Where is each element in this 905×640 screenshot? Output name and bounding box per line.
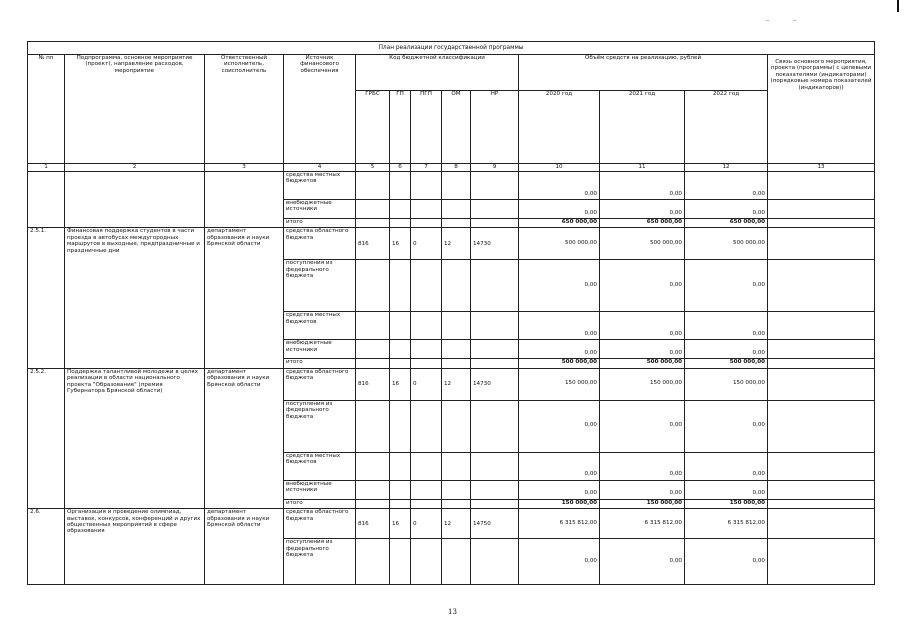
header-year-2022: 2022 год [685,91,768,164]
item-executor: департамент образования и науки Брянской области [205,368,284,508]
code-grbs: 816 [356,509,390,539]
amount-cell: 0,00 [600,260,685,312]
source-label: внебюджетные источники [284,200,356,219]
amount-cell: 0,00 [600,340,685,359]
amount-cell: 0,00 [519,172,600,200]
amount-cell: 0,00 [519,539,600,585]
header-subprogram: Подпрограмма, основное мероприятие (проект), направление расходов, мероприятие [65,55,205,164]
col-number: 2 [65,164,205,172]
header-gp: ГП [390,91,411,164]
amount-cell: 0,00 [600,452,685,480]
total-cell: 500 000,00 [600,359,685,368]
amount-cell: 0,00 [600,312,685,340]
prev-num-cell [28,172,65,228]
amount-cell: 0,00 [519,480,600,499]
table-row [28,509,875,539]
plan-title: План реализации государственной программы [28,42,875,55]
item-executor: департамент образования и науки Брянской области [205,509,284,585]
edge-mark [897,0,899,12]
page-number: 13 [448,608,457,616]
item-name: Организация и проведение олимпиад, выставок, конкурсов, конференций и других общественных мероприятий в сфере образования [65,509,205,585]
total-cell: 150 000,00 [519,499,600,508]
col-number: 6 [390,164,411,172]
source-label: поступления из федерального бюджета [284,400,356,452]
amount-cell: 0,00 [685,400,768,452]
amount-cell: 0,00 [685,480,768,499]
code-nr: 14730 [471,228,519,260]
amount-cell: 500 000,00 [685,228,768,260]
total-cell: 500 000,00 [685,359,768,368]
header-nr: НР [471,91,519,164]
source-label: итого [284,499,356,508]
col-number: 13 [768,164,875,172]
header-bcc: Код бюджетной классификации [356,55,519,91]
amount-cell: 500 000,00 [519,228,600,260]
amount-cell: 0,00 [600,539,685,585]
code-om: 12 [442,509,471,539]
item-executor: департамент образования и науки Брянской области [205,228,284,368]
col-number: 5 [356,164,390,172]
amount-cell: 0,00 [519,200,600,219]
total-cell: 650 000,00 [519,219,600,228]
code-pgp: 0 [411,368,442,400]
col-number: 8 [442,164,471,172]
code-om: 12 [442,228,471,260]
amount-cell: 150 000,00 [519,368,600,400]
source-label: средства местных бюджетов [284,172,356,200]
header-year-2020: 2020 год [519,91,600,164]
header-executor: Ответственный исполнитель, соисполнитель [205,55,284,164]
amount-cell: 0,00 [600,172,685,200]
source-label: внебюджетные источники [284,480,356,499]
prev-name-cell [65,172,205,228]
table-row [28,228,875,260]
table-row [28,172,875,200]
code-gp: 16 [390,228,411,260]
source-label: поступления из федерального бюджета [284,260,356,312]
code-nr: 14750 [471,509,519,539]
total-cell: 650 000,00 [685,219,768,228]
source-label: поступления из федерального бюджета [284,539,356,585]
source-label: средства местных бюджетов [284,452,356,480]
source-label: внебюджетные источники [284,340,356,359]
amount-cell: 0,00 [600,200,685,219]
scan-dot [766,20,769,21]
total-cell: 650 000,00 [600,219,685,228]
amount-cell: 0,00 [519,312,600,340]
amount-cell: 6 315 812,00 [519,509,600,539]
amount-cell: 0,00 [685,539,768,585]
item-name: Поддержка талантливой молодежи в целях реализации в области национального проекта "Образование" (премия Губернатора Брянской области) [65,368,205,508]
prev-executor-cell [205,172,284,228]
col-number: 12 [685,164,768,172]
col-number: 3 [205,164,284,172]
amount-cell: 0,00 [519,452,600,480]
header-year-2021: 2021 год [600,91,685,164]
amount-cell: 0,00 [519,340,600,359]
amount-cell: 150 000,00 [685,368,768,400]
plan-table [27,41,875,585]
code-pgp: 0 [411,228,442,260]
scan-dot [793,20,796,21]
item-number: 2.5.1. [28,228,65,368]
amount-cell: 150 000,00 [600,368,685,400]
amount-cell: 0,00 [685,312,768,340]
col-number: 1 [28,164,65,172]
source-label: средства областного бюджета [284,228,356,260]
code-pgp: 0 [411,509,442,539]
amount-cell: 0,00 [685,172,768,200]
source-label: итого [284,219,356,228]
total-cell: 150 000,00 [685,499,768,508]
total-cell: 150 000,00 [600,499,685,508]
col-number: 4 [284,164,356,172]
header-funds: Объём средств на реализацию, рублей [519,55,768,91]
plan-table-container [27,41,875,585]
code-gp: 16 [390,368,411,400]
source-label: итого [284,359,356,368]
item-number: 2.6. [28,509,65,585]
header-om: ОМ [442,91,471,164]
item-number: 2.5.2. [28,368,65,508]
amount-cell: 0,00 [600,400,685,452]
header-pgp: ПГП [411,91,442,164]
header-source: Источник финансового обеспечения [284,55,356,164]
code-om: 12 [442,368,471,400]
amount-cell: 6 315 812,00 [685,509,768,539]
source-label: средства областного бюджета [284,368,356,400]
amount-cell: 0,00 [600,480,685,499]
amount-cell: 0,00 [685,340,768,359]
amount-cell: 500 000,00 [600,228,685,260]
header-link: Связь основного мероприятия, проекта (программы) с целевыми показателями (индикаторами) (порядковые номера показателей (индикаторов)) [768,55,875,164]
total-cell: 500 000,00 [519,359,600,368]
item-name: Финансовая поддержка студентов в части проезда в автобусах междугородных маршрутов в выходные, предпраздничные и праздничные дни [65,228,205,368]
source-label: средства местных бюджетов [284,312,356,340]
amount-cell: 0,00 [519,260,600,312]
amount-cell: 0,00 [685,452,768,480]
code-nr: 14730 [471,368,519,400]
col-number: 7 [411,164,442,172]
header-grbs: ГРБС [356,91,390,164]
amount-cell: 0,00 [685,200,768,219]
code-grbs: 816 [356,368,390,400]
col-number: 9 [471,164,519,172]
code-grbs: 816 [356,228,390,260]
col-number: 11 [600,164,685,172]
code-gp: 16 [390,509,411,539]
col-number: 10 [519,164,600,172]
source-label: средства областного бюджета [284,509,356,539]
amount-cell: 0,00 [519,400,600,452]
header-num: № пп [28,55,65,164]
amount-cell: 0,00 [685,260,768,312]
amount-cell: 6 315 812,00 [600,509,685,539]
table-row [28,368,875,400]
